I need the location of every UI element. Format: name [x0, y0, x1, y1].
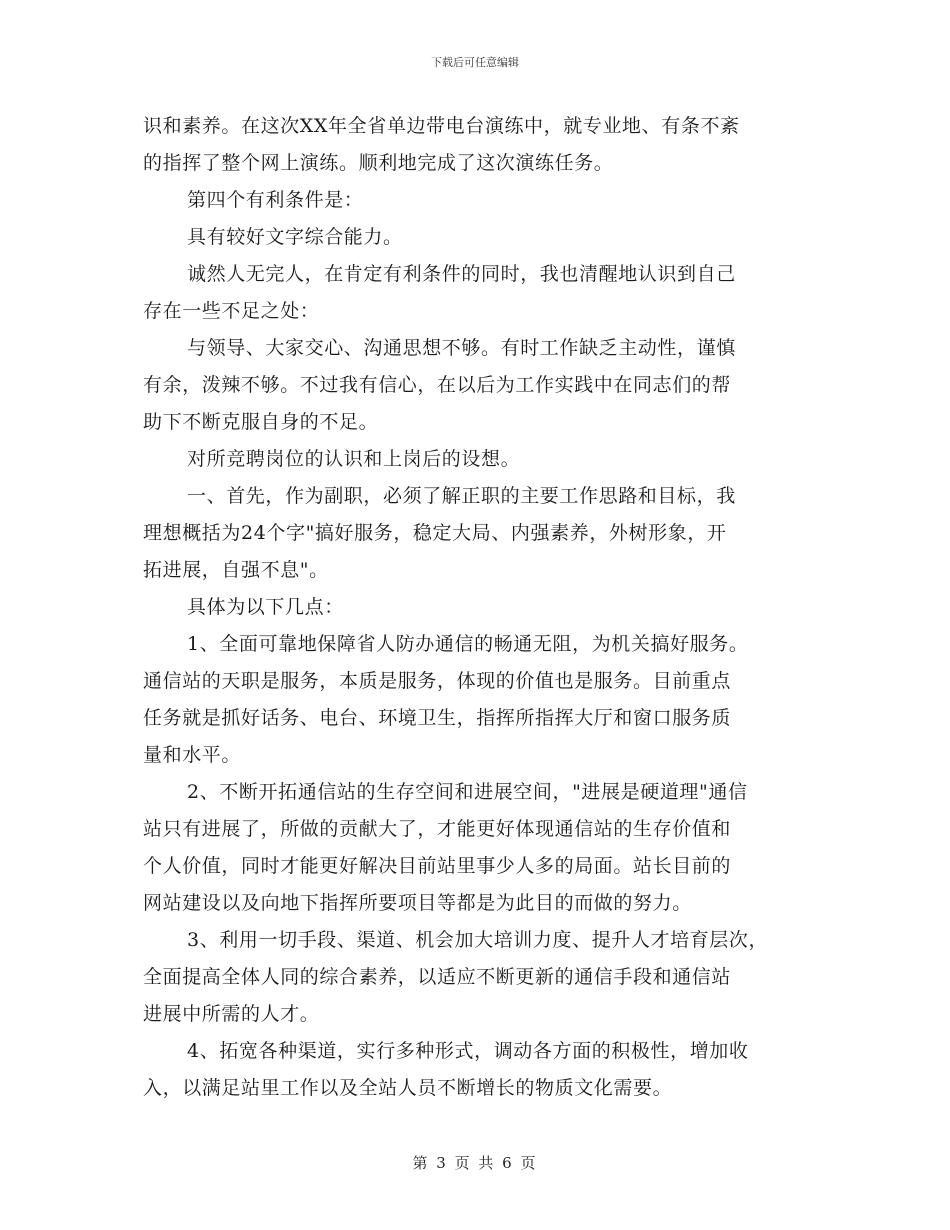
text-line: 具有较好文字综合能力。 [187, 226, 403, 248]
text-line: 理想概括为24个字"搞好服务，稳定大局、内强素养，外树形象，开 [143, 522, 727, 544]
page-header: 下载后可任意编辑 [431, 56, 519, 69]
text-line: 1、全面可靠地保障省人防办通信的畅通无阻，为机关搞好服务。 [187, 633, 749, 655]
text-line: 助下不断克服自身的不足。 [143, 411, 379, 433]
text-line: 4、拓宽各种渠道，实行多种形式，调动各方面的积极性，增加收 [187, 1040, 749, 1062]
text-line: 拓进展，自强不息"。 [143, 559, 329, 581]
text-line: 量和水平。 [143, 744, 242, 766]
text-line: 全面提高全体人同的综合素养，以适应不断更新的通信手段和通信站 [143, 966, 732, 988]
text-line: 入，以满足站里工作以及全站人员不断增长的物质文化需要。 [143, 1077, 673, 1099]
text-line: 对所竞聘岗位的认识和上岗后的设想。 [187, 448, 521, 470]
text-line: 的指挥了整个网上演练。顺利地完成了这次演练任务。 [143, 152, 614, 174]
text-line: 通信站的天职是服务，本质是服务，体现的价值也是服务。目前重点 [143, 670, 732, 692]
text-line: 站只有进展了，所做的贡献大了，才能更好体现通信站的生存价值和 [143, 818, 732, 840]
text-line: 个人价值，同时才能更好解决目前站里事少人多的局面。站长目前的 [143, 855, 732, 877]
text-line: 与领导、大家交心、沟通思想不够。有时工作缺乏主动性，谨慎 [187, 337, 736, 359]
text-line: 有余，泼辣不够。不过我有信心，在以后为工作实践中在同志们的帮 [143, 374, 732, 396]
text-line: 第四个有利条件是： [187, 189, 364, 211]
document-body [143, 108, 811, 1107]
text-line: 存在一些不足之处： [143, 300, 320, 322]
text-line: 诚然人无完人，在肯定有利条件的同时，我也清醒地认识到自己 [187, 263, 736, 285]
text-line: 2、不断开拓通信站的生存空间和进展空间，"进展是硬道理"通信 [187, 781, 748, 803]
page-footer: 第 3 页 共 6 页 [412, 1154, 538, 1172]
text-line: 任务就是抓好话务、电台、环境卫生，指挥所指挥大厅和窗口服务质 [143, 707, 732, 729]
text-line: 具体为以下几点： [187, 596, 344, 618]
text-line: 识和素养。在这次XX年全省单边带电台演练中，就专业地、有条不紊 [143, 115, 740, 137]
text-line: 一、首先，作为副职，必须了解正职的主要工作思路和目标，我 [187, 485, 736, 507]
text-line: 网站建设以及向地下指挥所要项目等都是为此目的而做的努力。 [143, 892, 692, 914]
text-line: 3、利用一切手段、渠道、机会加大培训力度、提升人才培育层次， [187, 929, 769, 951]
text-line: 进展中所需的人才。 [143, 1003, 320, 1025]
